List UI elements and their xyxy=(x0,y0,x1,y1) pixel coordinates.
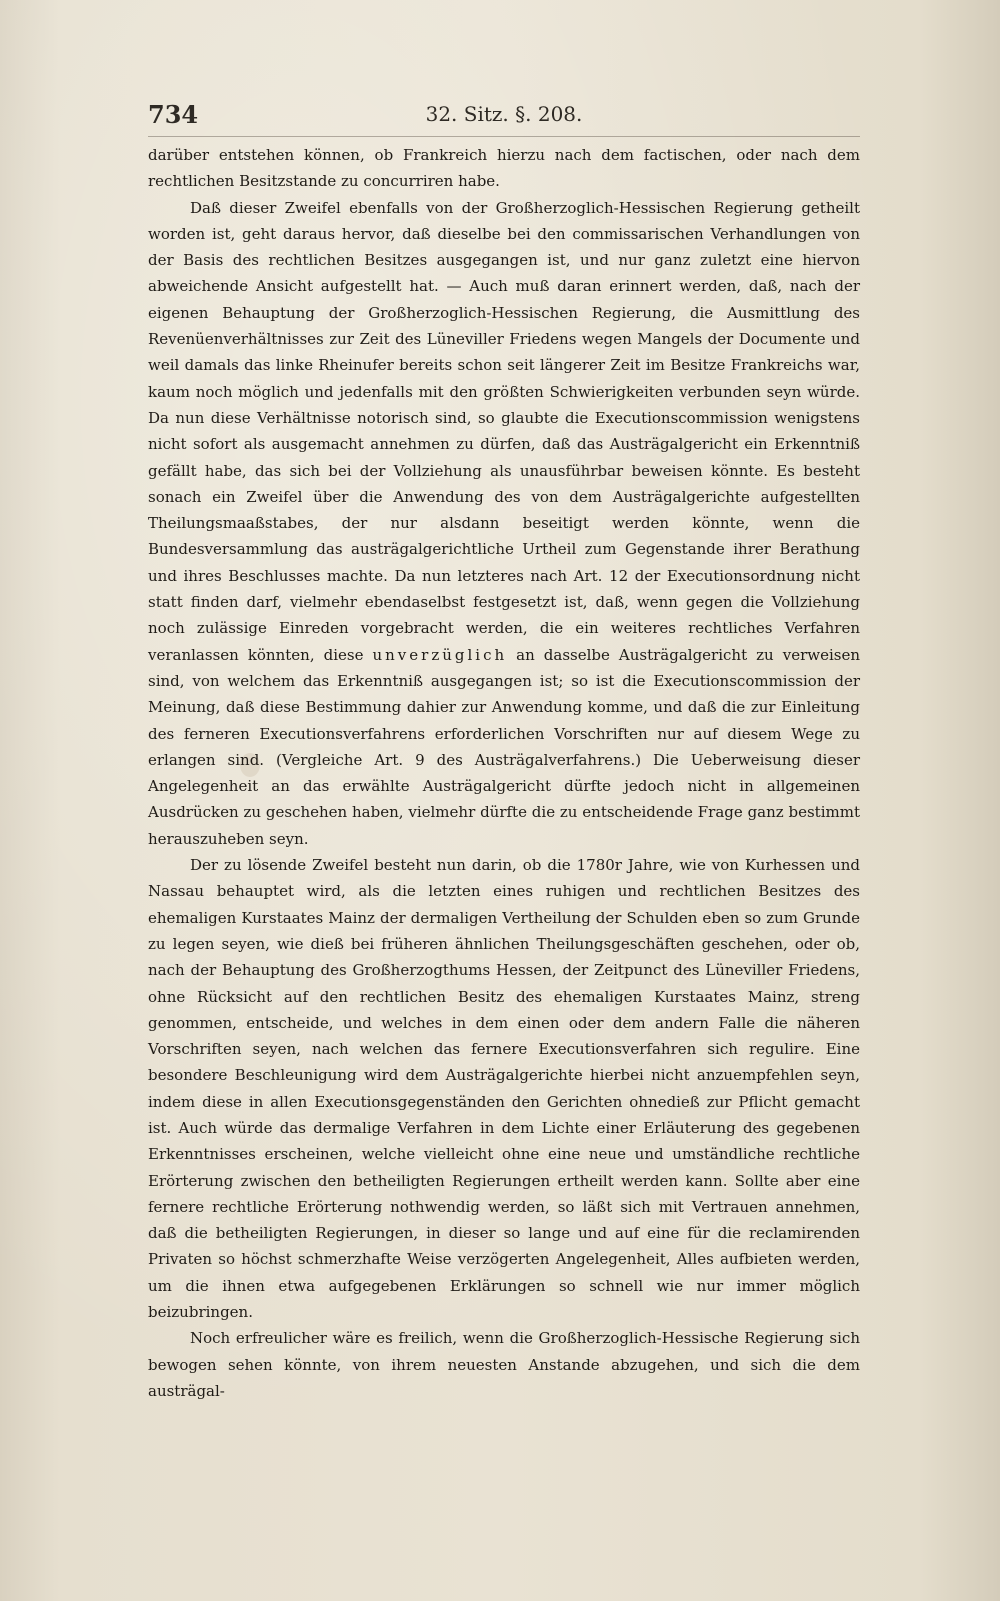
running-head: 32. Sitz. §. 208. xyxy=(425,102,583,126)
header-rule xyxy=(148,136,860,137)
text-run: Der zu lösende Zweifel besteht nun darin, ob die 1780r Jahre, wie von Kurhessen und Nassau behauptet wird, als die letzten eines ruhigen und rechtlichen Besitzes des ehemaligen Kurstaates Mainz der dermaligen Vertheilung der Schulden eben so zum Grunde zu legen seyen, wie dieß bei früheren ähnlichen Theilungsgeschäften geschehen, oder ob, nach der Behauptung des Großherzogthums Hessen, der Zeitpunct des Lüneviller Friedens, ohne Rücksicht auf den rechtlichen Besitz des ehemaligen Kurstaates Mainz, streng genommen, entscheide, und welches in dem einen oder dem andern Falle die näheren Vorschriften seyen, nach welchen das fernere Executionsverfahren sich regulire. Eine besondere Beschleunigung wird dem Austrägalgerichte hierbei nicht anzuempfehlen seyn, indem diese in allen Executionsgegenständen den Gerichten ohnedieß zur Pflicht gemacht ist. Auch würde das dermalige Verfahren in dem Lichte einer Erläuterung des gegebenen Erkenntnisses erscheinen, welche vielleicht ohne eine neue und umständliche rechtliche Erörterung zwischen den betheiligten Regierungen ertheilt werden kann. Sollte aber eine fernere rechtliche Erörterung nothwendig werden, so läßt sich mit Vertrauen annehmen, daß die betheiligten Regierungen, in dieser so lange und auf eine für die reclamirenden Privaten so höchst schmerzhafte Weise verzögerten Angelegenheit, Alles aufbieten werden, um die ihnen etwa aufgegebenen Erklärungen so schnell wie nur immer möglich beizubringen. xyxy=(148,856,860,1322)
body-text xyxy=(148,142,860,1404)
page-header xyxy=(148,100,860,130)
emphasized-word: unverzüglich xyxy=(372,645,508,664)
text-run: an dasselbe Austrägalgericht zu verweisen sind, von welchem das Erkenntniß ausgegangen ist; so ist die Executionscommission der Meinung, daß diese Bestimmung dahier zur Anwendung komme, und daß die zur Einleitung des ferneren Executionsverfahrens erforderlichen Vorschriften nur auf diesem Wege zu erlangen sind. (Vergleiche Art. 9 des Austrägalverfahrens.) Die Ueberweisung dieser Angelegenheit an das erwählte Austrägalgericht dürfte jedoch nicht in allgemeinen Ausdrücken zu geschehen haben, vielmehr dürfte die zu entscheidende Frage ganz bestimmt herauszuheben seyn. xyxy=(148,645,860,848)
paragraph-p4 xyxy=(148,1325,860,1404)
paragraph-p3 xyxy=(148,852,860,1325)
text-run: darüber entstehen können, ob Frankreich hierzu nach dem factischen, oder nach dem rechtlichen Besitzstande zu concurriren habe. xyxy=(148,146,860,191)
text-run: Daß dieser Zweifel ebenfalls von der Großherzoglich-Hessischen Regierung getheilt worden ist, geht daraus hervor, daß dieselbe bei den commissarischen Verhandlungen von der Basis des rechtlichen Besitzes ausgegangen ist, und nur ganz zuletzt eine hiervon abweichende Ansicht aufgestellt hat. — Auch muß daran erinnert werden, daß, nach der eigenen Behauptung der Großherzoglich-Hessischen Regierung, die Ausmittlung des Revenüenverhältnisses zur Zeit des Lüneviller Friedens wegen Mangels der Documente und weil damals das linke Rheinufer bereits schon seit längerer Zeit im Besitze Frankreichs war, kaum noch möglich und jedenfalls mit den größten Schwierigkeiten verbunden seyn würde. Da nun diese Verhältnisse notorisch sind, so glaubte die Executionscommission wenigstens nicht sofort als ausgemacht annehmen zu dürfen, daß das Austrägalgericht ein Erkenntniß gefällt habe, das sich bei der Vollziehung als unausführbar beweisen könnte. Es besteht sonach ein Zweifel über die Anwendung des von dem Austrägalgerichte aufgestellten Theilungsmaaßstabes, der nur alsdann beseitigt werden könnte, wenn die Bundesversammlung das austrägalgerichtliche Urtheil zum Gegenstande ihrer Berathung und ihres Beschlusses machte. Da nun letzteres nach Art. 12 der Executionsordnung nicht statt finden darf, vielmehr ebendaselbst festgesetzt ist, daß, wenn gegen die Vollziehung noch zulässige Einreden vorgebracht werden, die ein weiteres rechtliches Verfahren veranlassen könnten, diese xyxy=(148,198,860,664)
paragraph-p2 xyxy=(148,195,860,852)
text-run: Noch erfreulicher wäre es freilich, wenn die Großherzoglich-Hessische Regierung sich bewogen sehen könnte, von ihrem neuesten Anstande abzugehen, und sich die dem austrägal- xyxy=(148,1329,860,1400)
page-number: 734 xyxy=(148,100,199,129)
paragraph-p1 xyxy=(148,142,860,195)
